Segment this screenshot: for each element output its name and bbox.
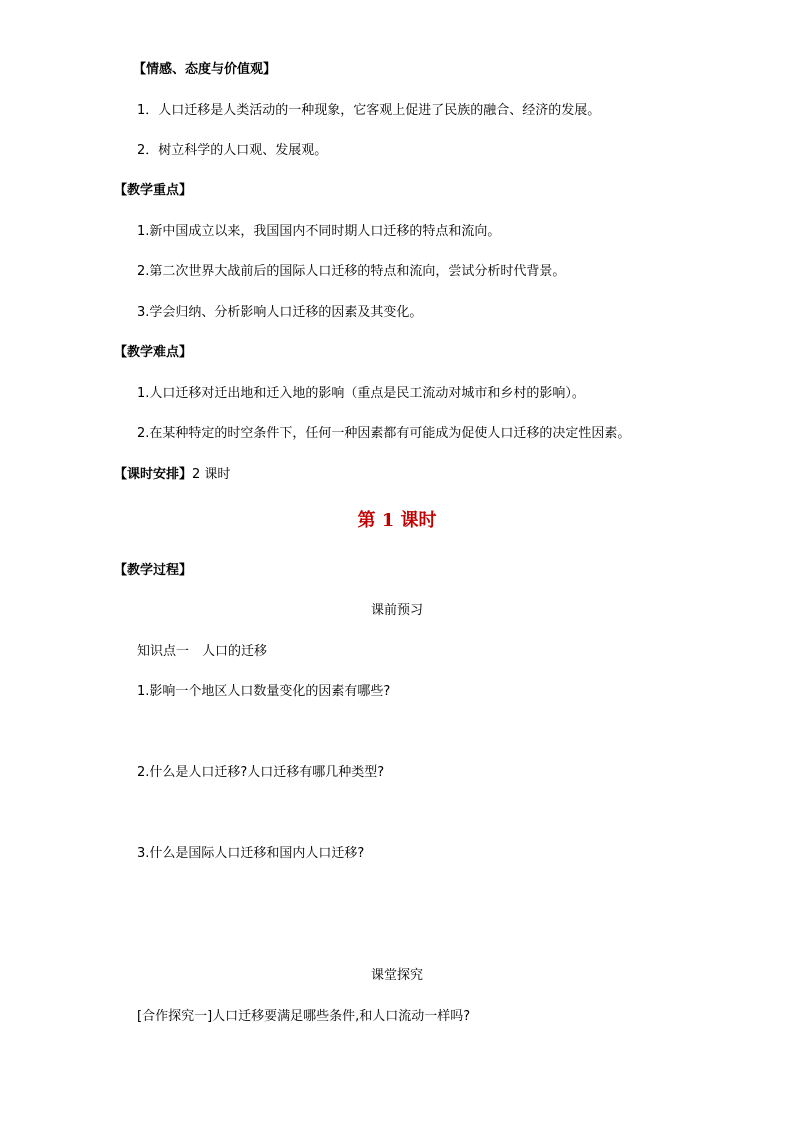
difficult-point-item-1: 1.人口迁移对迁出地和迁入地的影响（重点是民工流动对城市和乡村的影响）。 xyxy=(137,386,585,401)
key-point-item-2: 2.第二次世界大战前后的国际人口迁移的特点和流向，尝试分析时代背景。 xyxy=(137,264,566,279)
schedule-line xyxy=(114,467,230,483)
lesson-title: 第 1 课时 xyxy=(357,510,437,531)
attitude-heading: 【情感、态度与价值观】 xyxy=(133,62,277,77)
question-2: 2.什么是人口迁移?人口迁移有哪几种类型? xyxy=(137,765,385,780)
preview-title: 课前预习 xyxy=(370,603,423,618)
attitude-item-1: 1．人口迁移是人类活动的一种现象，它客观上促进了民族的融合、经济的发展。 xyxy=(137,103,601,118)
explore-title: 课堂探究 xyxy=(370,968,423,983)
difficult-points-heading: 【教学难点】 xyxy=(114,345,193,360)
key-point-item-1: 1.新中国成立以来，我国国内不同时期人口迁移的特点和流向。 xyxy=(137,224,501,239)
key-points-heading: 【教学重点】 xyxy=(114,183,193,198)
key-point-item-3: 3.学会归纳、分析影响人口迁移的因素及其变化。 xyxy=(137,305,423,320)
process-heading: 【教学过程】 xyxy=(114,563,193,578)
knowledge-point: 知识点一 人口的迁移 xyxy=(137,644,268,659)
difficult-point-item-2: 2.在某种特定的时空条件下，任何一种因素都有可能成为促使人口迁移的决定性因素。 xyxy=(137,426,631,441)
attitude-item-2: 2．树立科学的人口观、发展观。 xyxy=(137,143,328,158)
schedule-heading: 【课时安排】 xyxy=(114,467,193,482)
question-3: 3.什么是国际人口迁移和国内人口迁移? xyxy=(137,846,365,861)
explore-item-1: [合作探究一]人口迁移要满足哪些条件,和人口流动一样吗? xyxy=(137,1009,471,1024)
question-1: 1.影响一个地区人口数量变化的因素有哪些? xyxy=(137,684,391,699)
schedule-value: 2 课时 xyxy=(192,467,231,482)
